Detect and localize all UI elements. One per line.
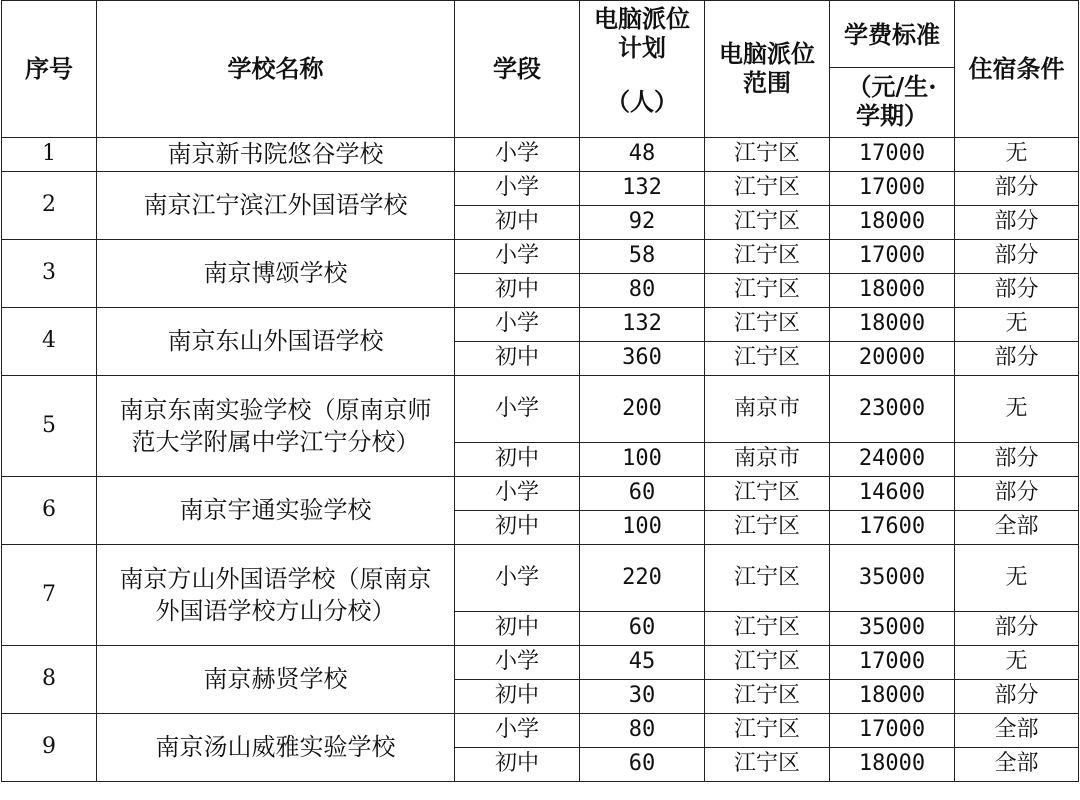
cell-fee: 17000	[830, 714, 955, 748]
cell-fee: 17000	[830, 240, 955, 274]
table-row	[2, 646, 1079, 680]
table-row	[2, 477, 1079, 511]
cell-lodging: 部分	[955, 206, 1079, 240]
cell-lodging: 部分	[955, 477, 1079, 511]
cell-plan: 58	[580, 240, 705, 274]
cell-index: 6	[2, 477, 97, 545]
cell-fee: 18000	[830, 274, 955, 308]
cell-lodging: 部分	[955, 342, 1079, 376]
cell-lodging: 全部	[955, 714, 1079, 748]
cell-level: 小学	[455, 308, 580, 342]
cell-lodging: 部分	[955, 612, 1079, 646]
cell-lodging: 无	[955, 646, 1079, 680]
cell-plan: 100	[580, 511, 705, 545]
header-index: 序号	[2, 1, 97, 138]
header-fee-unit-line2: 学期）	[856, 100, 928, 130]
cell-scope: 江宁区	[705, 274, 830, 308]
cell-fee: 24000	[830, 443, 955, 477]
cell-school-name	[97, 376, 455, 477]
school-name-line1: 南京东南实验学校（原南京师	[119, 395, 432, 424]
cell-fee: 18000	[830, 680, 955, 714]
cell-school-name: 南京汤山威雅实验学校	[97, 714, 455, 782]
cell-scope: 南京市	[705, 443, 830, 477]
cell-plan: 80	[580, 714, 705, 748]
cell-plan: 30	[580, 680, 705, 714]
cell-plan: 360	[580, 342, 705, 376]
cell-fee: 18000	[830, 748, 955, 782]
cell-plan: 45	[580, 646, 705, 680]
header-fee-unit-line1: （元/生·	[847, 71, 937, 101]
cell-lodging: 全部	[955, 748, 1079, 782]
cell-scope: 江宁区	[705, 206, 830, 240]
cell-school-name: 南京赫贤学校	[97, 646, 455, 714]
cell-scope: 江宁区	[705, 342, 830, 376]
cell-level: 小学	[455, 477, 580, 511]
table-row	[2, 172, 1079, 206]
cell-fee: 23000	[830, 376, 955, 443]
cell-level: 初中	[455, 274, 580, 308]
cell-lodging: 部分	[955, 443, 1079, 477]
cell-scope: 江宁区	[705, 138, 830, 172]
cell-school-name: 南京新书院悠谷学校	[97, 138, 455, 172]
cell-lodging: 部分	[955, 680, 1079, 714]
cell-scope: 江宁区	[705, 646, 830, 680]
cell-plan: 132	[580, 172, 705, 206]
header-fee	[830, 1, 955, 138]
cell-level: 初中	[455, 342, 580, 376]
cell-scope: 江宁区	[705, 612, 830, 646]
cell-level: 初中	[455, 206, 580, 240]
cell-plan: 60	[580, 477, 705, 511]
cell-fee: 18000	[830, 206, 955, 240]
cell-plan: 92	[580, 206, 705, 240]
header-level: 学段	[455, 1, 580, 138]
cell-plan: 132	[580, 308, 705, 342]
cell-school-name	[97, 545, 455, 646]
cell-fee: 35000	[830, 545, 955, 612]
cell-plan: 100	[580, 443, 705, 477]
cell-level: 小学	[455, 646, 580, 680]
cell-school-name: 南京江宁滨江外国语学校	[97, 172, 455, 240]
cell-index: 3	[2, 240, 97, 308]
cell-index: 2	[2, 172, 97, 240]
cell-school-name: 南京宇通实验学校	[97, 477, 455, 545]
cell-fee: 17000	[830, 138, 955, 172]
cell-lodging: 无	[955, 545, 1079, 612]
cell-fee: 20000	[830, 342, 955, 376]
cell-index: 7	[2, 545, 97, 646]
cell-level: 初中	[455, 443, 580, 477]
header-lodging: 住宿条件	[955, 1, 1079, 138]
cell-scope: 江宁区	[705, 680, 830, 714]
table-row	[2, 376, 1079, 443]
header-plan	[580, 1, 705, 138]
cell-level: 初中	[455, 511, 580, 545]
cell-lodging: 部分	[955, 172, 1079, 206]
cell-fee: 14600	[830, 477, 955, 511]
cell-level: 小学	[455, 172, 580, 206]
cell-school-name: 南京博颂学校	[97, 240, 455, 308]
cell-scope: 江宁区	[705, 240, 830, 274]
header-scope-line1: 电脑派位	[719, 39, 815, 69]
cell-plan: 200	[580, 376, 705, 443]
header-plan-line2: 计划	[618, 32, 666, 62]
cell-scope: 南京市	[705, 376, 830, 443]
cell-plan: 60	[580, 748, 705, 782]
cell-scope: 江宁区	[705, 748, 830, 782]
cell-scope: 江宁区	[705, 545, 830, 612]
cell-lodging: 无	[955, 376, 1079, 443]
cell-lodging: 全部	[955, 511, 1079, 545]
cell-school-name: 南京东山外国语学校	[97, 308, 455, 376]
cell-level: 初中	[455, 748, 580, 782]
cell-lodging: 部分	[955, 274, 1079, 308]
cell-level: 小学	[455, 545, 580, 612]
cell-lodging: 部分	[955, 240, 1079, 274]
header-plan-unit: （人）	[606, 87, 678, 117]
cell-scope: 江宁区	[705, 477, 830, 511]
school-table	[1, 0, 1079, 782]
cell-index: 9	[2, 714, 97, 782]
cell-scope: 江宁区	[705, 511, 830, 545]
cell-plan: 48	[580, 138, 705, 172]
cell-fee: 17000	[830, 172, 955, 206]
cell-fee: 17600	[830, 511, 955, 545]
cell-lodging: 无	[955, 308, 1079, 342]
header-plan-line1: 电脑派位	[594, 4, 690, 33]
cell-fee: 35000	[830, 612, 955, 646]
header-school: 学校名称	[97, 1, 455, 138]
table-row	[2, 308, 1079, 342]
school-name-line2: 外国语学校方山分校）	[155, 597, 396, 625]
cell-index: 4	[2, 308, 97, 376]
header-row	[2, 1, 1079, 138]
cell-index: 1	[2, 138, 97, 172]
table-row	[2, 138, 1079, 172]
cell-fee: 17000	[830, 646, 955, 680]
cell-level: 小学	[455, 240, 580, 274]
school-name-line2: 范大学附属中学江宁分校）	[131, 428, 420, 456]
cell-level: 小学	[455, 714, 580, 748]
cell-scope: 江宁区	[705, 714, 830, 748]
cell-plan: 80	[580, 274, 705, 308]
header-fee-line1: 学费标准	[830, 3, 954, 68]
table-row	[2, 714, 1079, 748]
cell-fee: 18000	[830, 308, 955, 342]
cell-scope: 江宁区	[705, 308, 830, 342]
cell-index: 8	[2, 646, 97, 714]
table-row	[2, 240, 1079, 274]
table-row	[2, 545, 1079, 612]
cell-plan: 60	[580, 612, 705, 646]
cell-level: 初中	[455, 612, 580, 646]
cell-level: 初中	[455, 680, 580, 714]
cell-scope: 江宁区	[705, 172, 830, 206]
cell-index: 5	[2, 376, 97, 477]
cell-level: 小学	[455, 138, 580, 172]
cell-lodging: 无	[955, 138, 1079, 172]
cell-level: 小学	[455, 376, 580, 443]
header-scope-line2: 范围	[743, 68, 791, 97]
school-name-line1: 南京方山外国语学校（原南京	[119, 564, 432, 593]
cell-plan: 220	[580, 545, 705, 612]
header-scope	[705, 1, 830, 138]
